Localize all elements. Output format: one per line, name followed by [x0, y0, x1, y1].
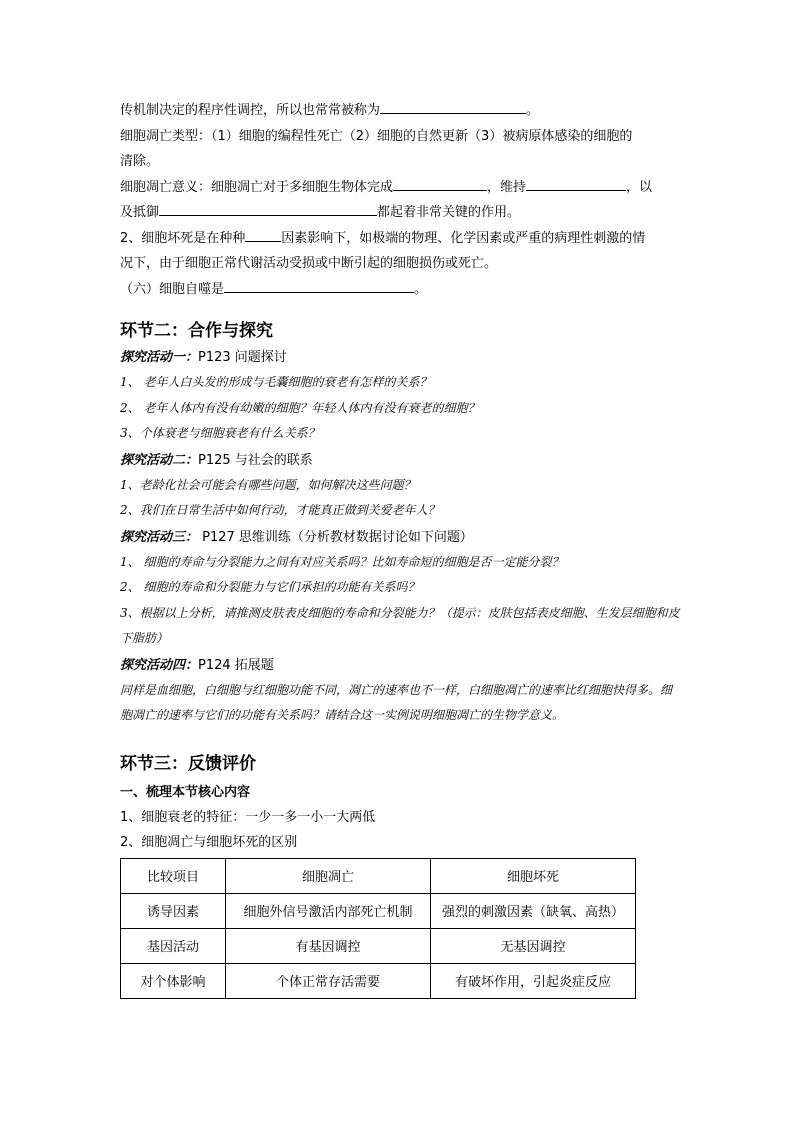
necrosis-definition: 2、细胞坏死是在种种 因素影响下，如极端的物理、化学因素或严重的病理性刺激的情 [120, 226, 680, 252]
activity-3-question: 2、 细胞的寿命和分裂能力与它们承担的功能有关系吗？ [120, 580, 420, 594]
table-header-row [121, 858, 636, 893]
fill-blank[interactable] [159, 201, 377, 216]
section-3-heading: 环节三：反馈评价 [120, 753, 256, 774]
activity-3-question: 1、 细胞的寿命与分裂能力之间有对应关系吗？比如寿命短的细胞是否一定能分裂？ [120, 554, 564, 569]
intro-line-1: 传机制决定的程序性调控，所以也常常被称为 。 [120, 98, 680, 124]
table-cell: 细胞外信号激活内部死亡机制 [226, 893, 431, 928]
table-cell: 有基因调控 [226, 928, 431, 963]
table-cell: 强烈的刺激因素（缺氧、高热） [431, 893, 636, 928]
fill-blank[interactable] [380, 99, 526, 114]
activity-1-question: 2、 老年人体内有没有幼嫩的细胞？年轻人体内有没有衰老的细胞？ [120, 400, 480, 415]
table-cell: 无基因调控 [431, 928, 636, 963]
apoptosis-meaning-cont: 及抵御 都起着非常关键的作用。 [120, 200, 680, 226]
activity-2-question: 2、我们在日常生活中如何行动，才能真正做到关爱老年人？ [120, 503, 440, 517]
table-cell: 基因活动 [121, 928, 226, 963]
table-cell: 有破坏作用，引起炎症反应 [431, 963, 636, 998]
comparison-title: 2、细胞凋亡与细胞坏死的区别 [120, 835, 298, 850]
table-row [121, 963, 636, 998]
table-row [121, 928, 636, 963]
fill-blank[interactable] [245, 227, 281, 242]
table-header-cell: 细胞坏死 [431, 858, 636, 893]
table-cell: 个体正常存活需要 [226, 963, 431, 998]
activity-2-heading: 探究活动二：P125 与社会的联系 [120, 452, 313, 468]
activity-1-question: 3、个体衰老与细胞衰老有什么关系？ [120, 426, 320, 440]
table-header-cell: 比较项目 [121, 858, 226, 893]
apoptosis-meaning: 细胞凋亡意义：细胞凋亡对于多细胞生物体完成 ，维持 ，以 [120, 175, 680, 201]
activity-2-question: 1、老龄化社会可能会有哪些问题，如何解决这些问题？ [120, 477, 416, 492]
activity-3-heading: 探究活动三： P127 思维训练（分析教材数据讨论如下问题） [120, 529, 473, 545]
apoptosis-types: 细胞凋亡类型：（1）细胞的编程性死亡（2）细胞的自然更新（3）被病原体感染的细胞的 [120, 128, 633, 144]
autophagy-line: （六）细胞自噬是 。 [120, 277, 680, 303]
section-3-subtitle: 一、梳理本节核心内容 [120, 784, 251, 800]
apoptosis-types-cont: 清除。 [120, 154, 160, 169]
table-cell: 对个体影响 [121, 963, 226, 998]
senescence-features: 1、细胞衰老的特征：一少一多一小一大两低 [120, 809, 376, 825]
section-2-heading: 环节二：合作与探究 [120, 321, 273, 341]
table-cell: 诱导因素 [121, 893, 226, 928]
necrosis-definition-cont: 况下，由于细胞正常代谢活动受损或中断引起的细胞损伤或死亡。 [120, 256, 498, 271]
activity-4-heading: 探究活动四：P124 拓展题 [120, 657, 274, 673]
fill-blank[interactable] [224, 278, 414, 293]
activity-4-paragraph: 同样是血细胞，白细胞与红细胞功能不同，凋亡的速率也不一样，白细胞凋亡的速率比红细胞快得多。细胞凋亡的速率与它们的功能有关系吗？请结合这一实例说明细胞凋亡的生物学意义。 [120, 682, 673, 722]
fill-blank[interactable] [526, 176, 626, 191]
table-row [121, 893, 636, 928]
fill-blank[interactable] [393, 176, 487, 191]
activity-3-question: 3、根据以上分析，请推测皮肤表皮细胞的寿命和分裂能力？（提示：皮肤包括表皮细胞、生发层细胞和皮下脂肪） [120, 605, 680, 645]
activity-1-question: 1、 老年人白头发的形成与毛囊细胞的衰老有怎样的关系？ [120, 375, 432, 389]
document-page [120, 98, 680, 999]
comparison-table [120, 858, 636, 999]
table-header-cell: 细胞凋亡 [226, 858, 431, 893]
activity-1-heading: 探究活动一：P123 问题探讨 [120, 350, 287, 365]
